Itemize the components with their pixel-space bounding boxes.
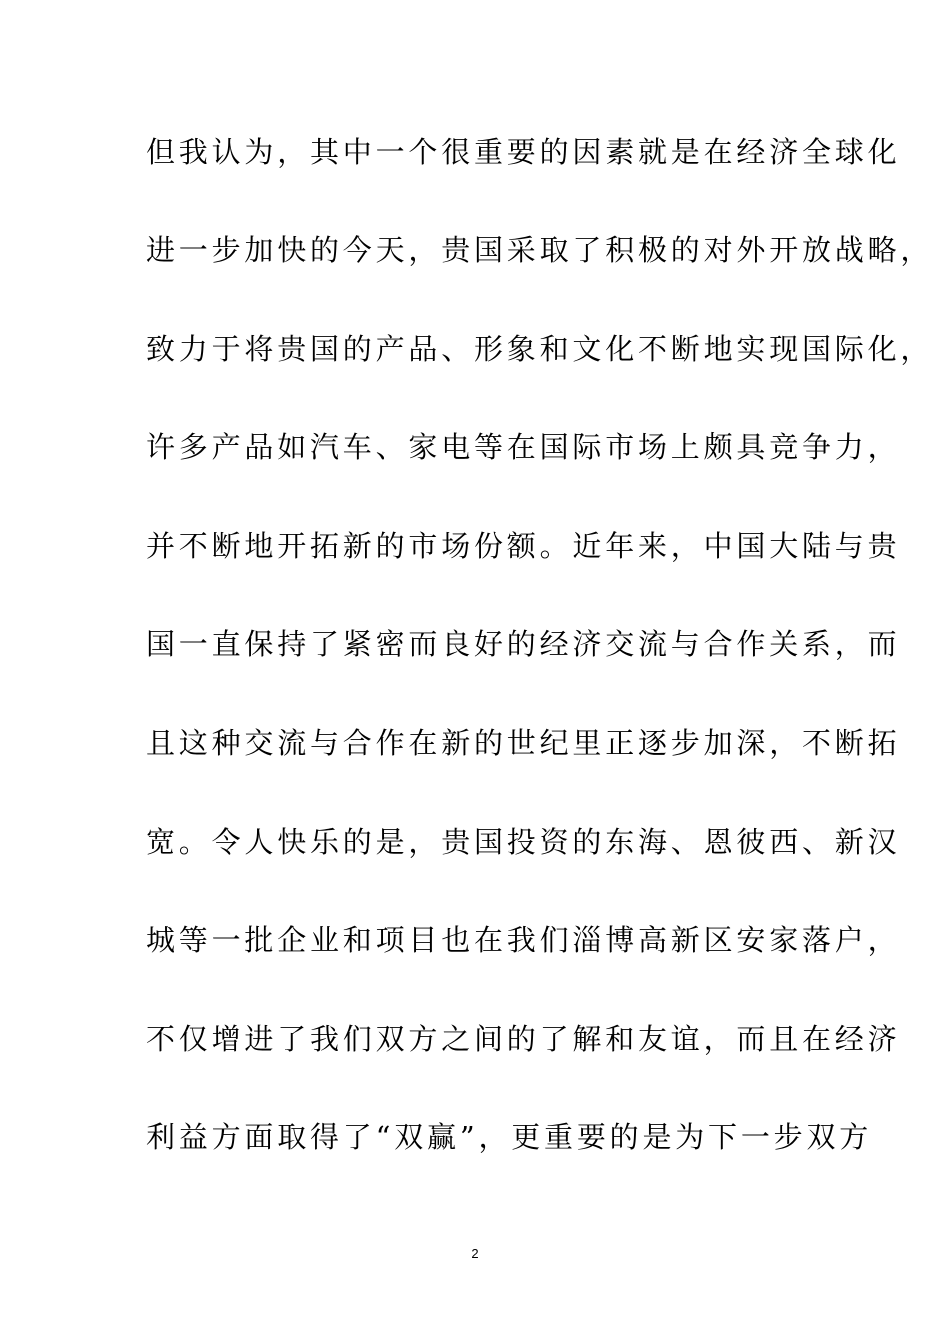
paragraph-line: 许多产品如汽车、家电等在国际市场上颇具竞争力， xyxy=(146,430,901,464)
paragraph-line: 进一步加快的今天，贵国采取了积极的对外开放战略， xyxy=(146,233,934,267)
paragraph-line: 利益方面取得了“双赢”，更重要的是为下一步双方 xyxy=(146,1120,873,1154)
paragraph-line: 但我认为，其中一个很重要的因素就是在经济全球化 xyxy=(146,135,901,169)
paragraph-line: 且这种交流与合作在新的世纪里正逐步加深，不断拓 xyxy=(146,726,901,760)
page-number: 2 xyxy=(471,1246,479,1261)
paragraph-line: 致力于将贵国的产品、形象和文化不断地实现国际化， xyxy=(146,332,934,366)
paragraph-line: 不仅增进了我们双方之间的了解和友谊，而且在经济 xyxy=(146,1022,901,1056)
paragraph-line: 国一直保持了紧密而良好的经济交流与合作关系，而 xyxy=(146,627,901,661)
paragraph-line: 宽。令人快乐的是，贵国投资的东海、恩彼西、新汉 xyxy=(146,825,901,859)
paragraph-line: 城等一批企业和项目也在我们淄博高新区安家落户， xyxy=(146,923,901,957)
paragraph-line: 并不断地开拓新的市场份额。近年来，中国大陆与贵 xyxy=(146,529,901,563)
